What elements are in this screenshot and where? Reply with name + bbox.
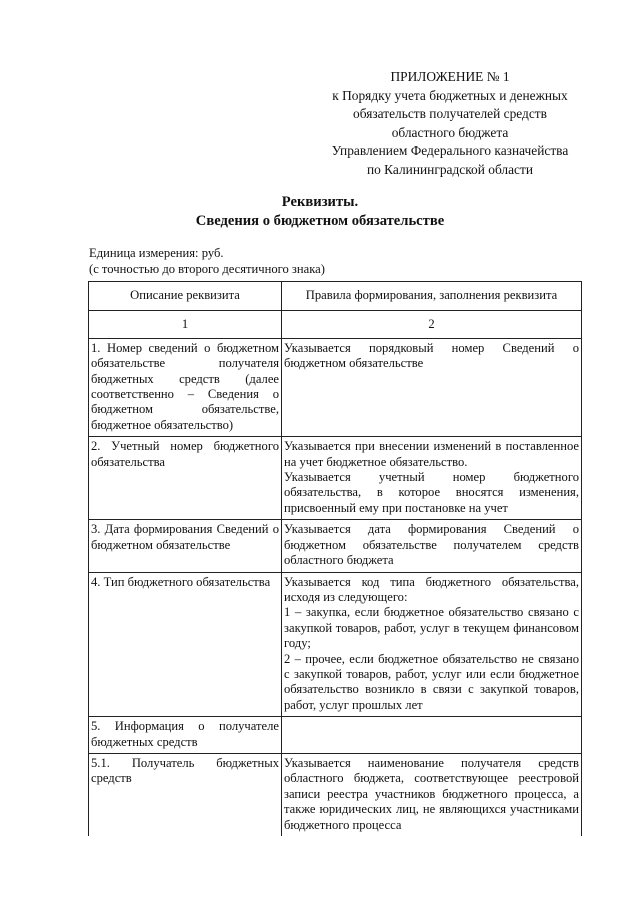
appendix-header-line: по Калининградской области: [366, 161, 534, 177]
table-row: [89, 572, 582, 717]
document-title-line-2: Сведения о бюджетном обязательстве: [195, 213, 445, 229]
document-title: [0, 193, 640, 231]
requisites-table: [88, 281, 582, 836]
appendix-header-line: Управлением Федерального казначейства: [331, 143, 569, 159]
row-description: 5. Информация о получателе бюджетных средств: [89, 717, 282, 754]
rule-paragraph: Указывается учетный номер бюджетного обязательства, в которое вносятся изменения, присвоенный ему при постановке на учет: [284, 470, 579, 515]
row-rules: [282, 338, 582, 436]
table-row: [89, 437, 582, 520]
units-note-line-2: (с точностью до второго десятичного знака): [89, 261, 325, 276]
rule-paragraph: Указывается дата формирования Сведений о бюджетном обязательстве получателем средств областного бюджета: [284, 522, 579, 568]
row-rules: [282, 520, 582, 572]
rule-paragraph: 1 – закупка, если бюджетное обязательство связано с закупкой товаров, работ, услуг в текущем финансовом году;: [284, 605, 579, 651]
rule-paragraph: 2 – прочее, если бюджетное обязательство не связано с закупкой товаров, работ, услуг или если бюджетное обязательство возникло в связи с закупкой товаров, работ, услуг прошлых лет: [284, 651, 579, 712]
document-title-line-1: Реквизиты.: [281, 194, 359, 210]
appendix-header-line: обязательств получателей средств: [353, 106, 547, 122]
row-description: 4. Тип бюджетного обязательства: [89, 572, 282, 717]
table-row: [89, 338, 582, 436]
units-note-line-1: Единица измерения: руб.: [89, 246, 224, 260]
table-row: [89, 753, 582, 836]
rule-paragraph: Указывается порядковый номер Сведений о бюджетном обязательстве: [284, 340, 579, 371]
row-rules: [282, 437, 582, 520]
appendix-header-line: к Порядку учета бюджетных и денежных: [332, 87, 568, 103]
table-header-row: [89, 282, 582, 311]
rule-paragraph: Указывается при внесении изменений в поставленное на учет бюджетное обязательство.: [284, 439, 579, 469]
column-header-description: Описание реквизита: [89, 282, 282, 311]
appendix-header: [300, 68, 600, 180]
column-number: 2: [282, 311, 582, 338]
column-number-row: [89, 311, 582, 338]
table-row: [89, 520, 582, 572]
row-description: 5.1. Получатель бюджетных средств: [89, 753, 282, 836]
rule-paragraph: Указывается код типа бюджетного обязательства, исходя из следующего:: [284, 574, 579, 604]
row-description: 2. Учетный номер бюджетного обязательства: [89, 437, 282, 520]
appendix-header-line: ПРИЛОЖЕНИЕ № 1: [390, 69, 510, 84]
table-row: [89, 717, 582, 754]
row-rules: [282, 753, 582, 836]
row-description: 1. Номер сведений о бюджетном обязательстве получателя бюджетных средств (далее соответственно – Сведения о бюджетном обязательстве, бюджетное обязательство): [89, 338, 282, 436]
column-header-rules: Правила формирования, заполнения реквизита: [282, 282, 582, 311]
row-description: 3. Дата формирования Сведений о бюджетном обязательстве: [89, 520, 282, 572]
appendix-header-line: областного бюджета: [391, 124, 509, 140]
column-number: 1: [89, 311, 282, 338]
row-rules: [282, 572, 582, 717]
units-note: [89, 246, 325, 277]
row-rules: [282, 717, 582, 754]
rule-paragraph: Указывается наименование получателя средств областного бюджета, соответствующее реестровой записи реестра участников бюджетного процесса, а также юридических лиц, не являющихся участниками бюджетного процесса: [284, 755, 579, 832]
